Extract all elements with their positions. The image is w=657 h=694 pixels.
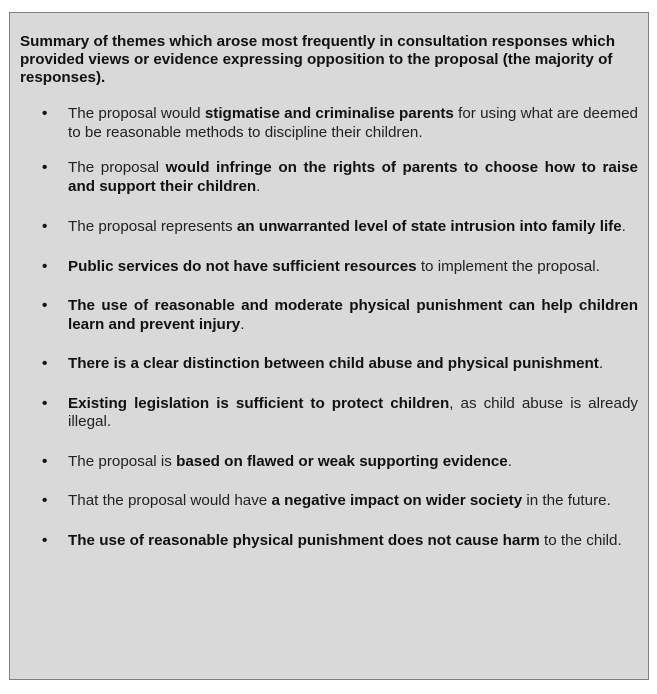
theme-text: in the future. — [522, 492, 611, 509]
theme-text: . — [621, 218, 626, 235]
theme-emphasis: The use of reasonable and moderate physical punishment can help children learn and prevent injury — [68, 297, 638, 333]
bullet-icon: • — [42, 297, 48, 314]
theme-text: . — [598, 355, 604, 372]
theme-text: That the proposal would have — [68, 492, 272, 509]
theme-item — [20, 218, 638, 237]
bullet-icon: • — [42, 452, 48, 470]
theme-item — [20, 258, 638, 277]
bullet-icon: • — [42, 394, 48, 412]
theme-text: . — [240, 315, 245, 333]
theme-text: for using what are deemed to be reasonable methods to discipline their children. — [68, 105, 638, 141]
theme-emphasis: There is a clear distinction between child abuse and physical punishment — [68, 355, 599, 372]
themes-list — [20, 105, 638, 550]
theme-emphasis: an unwarranted level of state intrusion into family life — [236, 218, 622, 235]
themes-summary-box — [9, 12, 649, 680]
bullet-icon: • — [42, 105, 48, 122]
bullet-icon: • — [42, 159, 48, 176]
bullet-icon: • — [42, 492, 48, 509]
theme-emphasis: The use of reasonable physical punishment does not cause harm — [68, 531, 540, 549]
theme-text: The proposal represents — [68, 218, 237, 235]
theme-text: . — [507, 452, 512, 470]
theme-text: to implement the proposal. — [416, 257, 600, 275]
summary-heading: Summary of themes which arose most frequently in consultation responses which provided views or evidence expressing opposition to the proposal (the majority of responses). — [20, 33, 615, 86]
theme-text: , as child abuse is already illegal. — [68, 394, 638, 430]
bullet-icon: • — [42, 218, 48, 235]
theme-item — [20, 355, 638, 374]
theme-item — [20, 492, 638, 511]
theme-text: The proposal would — [68, 105, 205, 122]
theme-item — [20, 105, 638, 142]
theme-text: . — [256, 177, 261, 195]
theme-emphasis: stigmatise and criminalise parents — [204, 105, 454, 122]
theme-item — [20, 297, 638, 334]
theme-item — [20, 532, 638, 551]
theme-item — [20, 395, 638, 432]
theme-item — [20, 159, 638, 196]
bullet-icon: • — [42, 355, 48, 372]
theme-text: to the child. — [539, 531, 622, 549]
theme-item — [20, 453, 638, 472]
theme-text: The proposal is — [68, 452, 177, 470]
theme-text: The proposal — [68, 159, 166, 176]
theme-emphasis: based on flawed or weak supporting evidence — [176, 452, 508, 470]
theme-emphasis: Public services do not have sufficient resources — [68, 257, 417, 275]
theme-emphasis: a negative impact on wider society — [271, 492, 523, 509]
theme-emphasis: would infringe on the rights of parents to choose how to raise and support their children — [68, 159, 638, 195]
bullet-icon: • — [42, 531, 48, 549]
bullet-icon: • — [42, 257, 48, 275]
theme-emphasis: Existing legislation is sufficient to protect children — [68, 394, 450, 412]
